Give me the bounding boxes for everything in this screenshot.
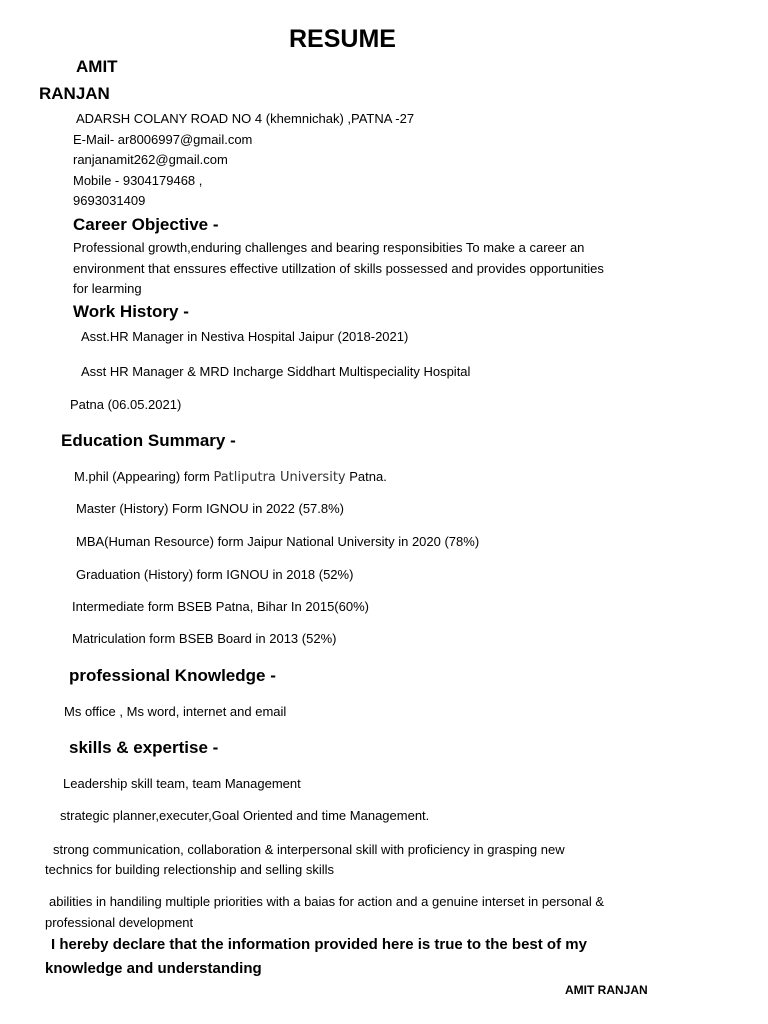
education-heading: Education Summary - (61, 431, 236, 450)
work-history-line: Asst HR Manager & MRD Incharge Siddhart Multispeciality Hospital (81, 364, 471, 379)
skills-line: technics for building relectionship and selling skills (45, 862, 335, 877)
education-item: Matriculation form BSEB Board in 2013 (52%) (72, 631, 337, 646)
declaration-line: I hereby declare that the information provided here is true to the best of my (51, 936, 587, 953)
candidate-last-name: RANJAN (39, 84, 110, 103)
candidate-first-name: AMIT (76, 57, 118, 76)
work-history-line: Patna (06.05.2021) (70, 397, 182, 412)
declaration-line: knowledge and understanding (45, 960, 262, 977)
education-item: Graduation (History) form IGNOU in 2018 (52%) (76, 567, 354, 582)
email-primary: E-Mail- ar8006997@gmail.com (73, 132, 253, 147)
education-mphil-prefix: M.phil (Appearing) form (74, 469, 214, 484)
email-secondary: ranjanamit262@gmail.com (73, 152, 228, 167)
education-item: Master (History) Form IGNOU in 2022 (57.8%) (76, 501, 345, 516)
professional-knowledge-heading: professional Knowledge - (69, 666, 276, 685)
career-objective-line: for learming (73, 281, 142, 296)
skills-line: abilities in handiling multiple priorities with a baias for action and a genuine interset in personal & (49, 894, 604, 909)
mobile-primary: Mobile - 9304179468 , (73, 173, 203, 188)
education-mphil-suffix: Patna. (345, 469, 387, 484)
education-item: MBA(Human Resource) form Jaipur National University in 2020 (78%) (76, 534, 480, 549)
education-item: Intermediate form BSEB Patna, Bihar In 2015(60%) (72, 599, 369, 614)
mobile-secondary: 9693031409 (73, 193, 146, 208)
work-history-line: Asst.HR Manager in Nestiva Hospital Jaipur (2018-2021) (81, 329, 409, 344)
career-objective-line: environment that enssures effective utillzation of skills possessed and provides opportunities (73, 261, 604, 276)
address-text: ADARSH COLANY ROAD NO 4 (khemnichak) ,PATNA -27 (76, 111, 415, 126)
skills-line: strategic planner,executer,Goal Oriented and time Management. (60, 808, 430, 823)
skills-line: strong communication, collaboration & interpersonal skill with proficiency in grasping new (53, 842, 565, 857)
career-objective-line: Professional growth,enduring challenges and bearing responsibities To make a career an (73, 240, 585, 255)
education-mphil-university: Patliputra University (213, 470, 346, 485)
signature-name: AMIT RANJAN (565, 983, 648, 997)
skills-line: Leadership skill team, team Management (63, 776, 301, 791)
skills-line: professional development (45, 915, 194, 930)
resume-title: RESUME (289, 25, 396, 53)
career-objective-heading: Career Objective - (73, 215, 219, 234)
skills-heading: skills & expertise - (69, 738, 219, 757)
work-history-heading: Work History - (73, 302, 189, 321)
education-mphil (74, 470, 387, 484)
professional-knowledge-text: Ms office , Ms word, internet and email (64, 704, 287, 719)
